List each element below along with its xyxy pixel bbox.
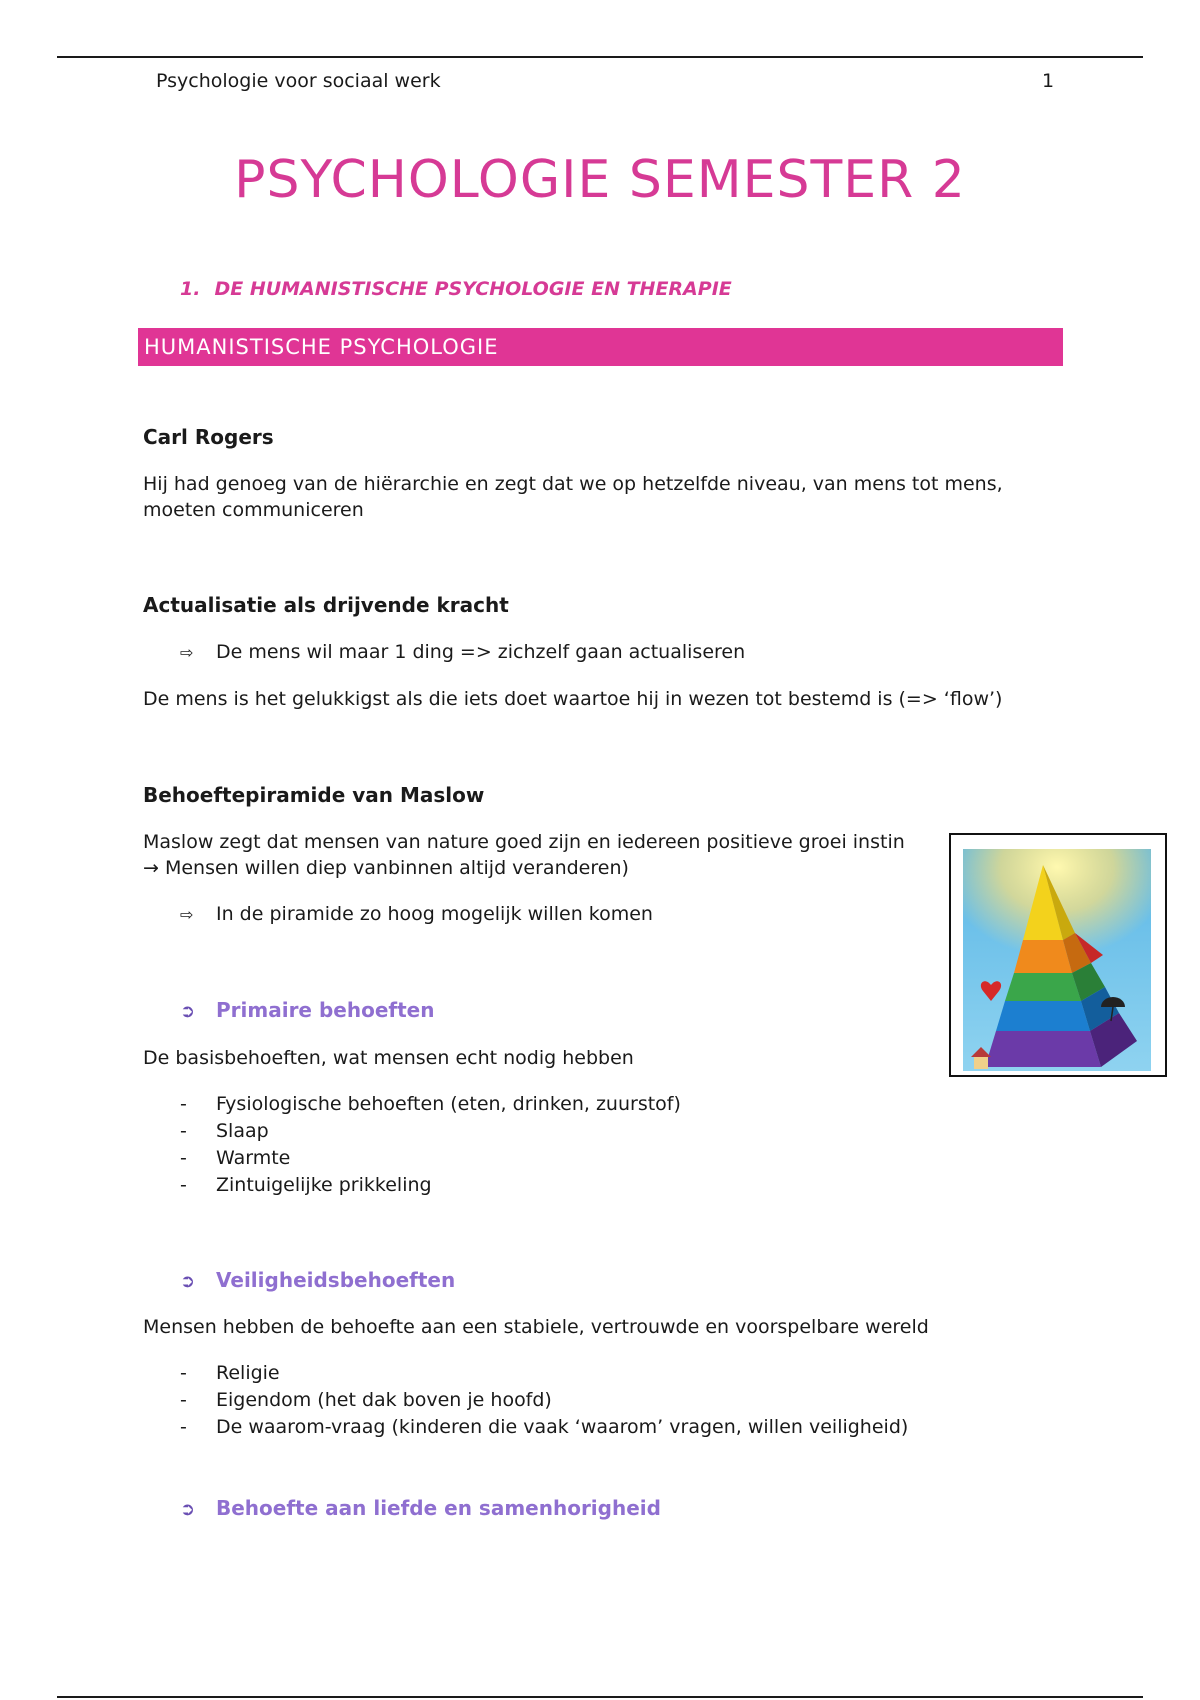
primaire-list <box>180 1091 681 1199</box>
arrow-right-icon: ⇨ <box>180 905 194 924</box>
liefde-heading <box>180 1496 661 1520</box>
maslow-line-2: → Mensen willen diep vanbinnen altijd veranderen) <box>143 857 629 879</box>
bottom-rule <box>57 1696 1143 1698</box>
list-item: - Religie <box>180 1362 280 1384</box>
list-item: - Zintuigelijke prikkeling <box>180 1174 432 1196</box>
maslow-heading: Behoeftepiramide van Maslow <box>143 783 485 807</box>
actualisatie-heading: Actualisatie als drijvende kracht <box>143 593 509 617</box>
veiligheid-intro: Mensen hebben de behoefte aan een stabiele, vertrouwde en voorspelbare wereld <box>143 1316 929 1338</box>
liefde-heading-text: Behoefte aan liefde en samenhorigheid <box>216 1496 661 1520</box>
list-item: - De waarom-vraag (kinderen die vaak ‘waarom’ vragen, willen veiligheid) <box>180 1416 909 1438</box>
section-band: HUMANISTISCHE PSYCHOLOGIE <box>138 328 1063 366</box>
circle-arrow-icon: ➲ <box>180 1271 196 1292</box>
rogers-heading: Carl Rogers <box>143 425 274 449</box>
rogers-line-1: Hij had genoeg van de hiërarchie en zegt dat we op hetzelfde niveau, van mens tot mens, <box>143 473 1003 495</box>
pyramid-illustration <box>951 835 1165 1075</box>
maslow-bullet-text: In de piramide zo hoog mogelijk willen komen <box>216 903 653 925</box>
primaire-heading-text: Primaire behoeften <box>216 998 435 1022</box>
page-title: PSYCHOLOGIE SEMESTER 2 <box>234 150 966 210</box>
maslow-pyramid-image <box>949 833 1167 1077</box>
veiligheid-list <box>180 1360 908 1441</box>
rogers-line-2: moeten communiceren <box>143 499 364 521</box>
actualisatie-bullet-text: De mens wil maar 1 ding => zichzelf gaan actualiseren <box>216 641 746 663</box>
veiligheid-heading-text: Veiligheidsbehoeften <box>216 1268 456 1292</box>
list-item: - Fysiologische behoeften (eten, drinken, zuurstof) <box>180 1093 681 1115</box>
primaire-heading <box>180 998 434 1022</box>
arrow-right-icon: ⇨ <box>180 643 194 662</box>
chapter-number: 1. <box>180 278 201 300</box>
header-course: Psychologie voor sociaal werk <box>156 70 441 92</box>
maslow-line-1: Maslow zegt dat mensen van nature goed zijn en iedereen positieve groei instin <box>143 831 905 853</box>
list-item: - Warmte <box>180 1147 291 1169</box>
chapter-label: DE HUMANISTISCHE PSYCHOLOGIE EN THERAPIE <box>214 278 732 300</box>
veiligheid-heading <box>180 1268 455 1292</box>
list-item: - Eigendom (het dak boven je hoofd) <box>180 1389 552 1411</box>
circle-arrow-icon: ➲ <box>180 1001 196 1022</box>
actualisatie-paragraph: De mens is het gelukkigst als die iets doet waartoe hij in wezen tot bestemd is (=> ‘flow’) <box>143 688 1003 710</box>
chapter-heading <box>180 278 732 300</box>
primaire-intro: De basisbehoeften, wat mensen echt nodig hebben <box>143 1047 634 1069</box>
top-rule <box>57 56 1143 58</box>
circle-arrow-icon: ➲ <box>180 1499 196 1520</box>
page-number: 1 <box>1042 70 1055 92</box>
actualisatie-bullet <box>180 641 745 663</box>
maslow-bullet <box>180 903 653 925</box>
list-item: - Slaap <box>180 1120 269 1142</box>
